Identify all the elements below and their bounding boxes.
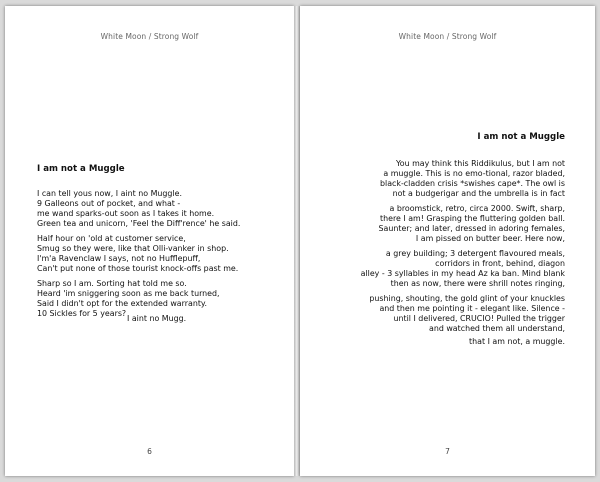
verse-line: not a budgerigar and the umbrella is in fact — [392, 189, 565, 198]
stanza — [369, 294, 565, 334]
running-head: White Moon / Strong Wolf — [398, 32, 497, 41]
stanza — [380, 159, 565, 199]
verse-line: and then me pointing it - elegant like. Silence - — [379, 304, 565, 313]
verse-line: 10 Sickles for 5 years? — [37, 309, 127, 318]
verse-line: I'm'a Ravenclaw I says, not no Hufflepuff, — [37, 254, 201, 263]
verse-line: a broomstick, retro, circa 2000. Swift, sharp, — [389, 204, 565, 213]
page-number: 7 — [445, 447, 450, 456]
verse-line: Heard 'im sniggering soon as me back turned, — [37, 289, 220, 298]
poem-title: I am not a Muggle — [477, 132, 565, 142]
verse-line: You may think this Riddikulus, but I am not — [395, 159, 565, 168]
verse-line: Smug so they were, like that Olli-vanker in shop. — [37, 244, 229, 253]
verse-line: a grey building; 3 detergent flavoured meals, — [385, 249, 565, 258]
stanza — [361, 249, 565, 289]
verse-line: and watched them all understand, — [429, 324, 565, 333]
verse-line: corridors in front, behind, diagon — [435, 259, 565, 268]
verse-line: then as now, there were shrill notes ringing, — [390, 279, 565, 288]
verse-line: alley - 3 syllables in my head Az ka ban. Mind blank — [360, 269, 565, 278]
stanza — [37, 234, 238, 274]
verse-line: me wand sparks-out soon as I takes it home. — [37, 209, 215, 218]
verse-line: 9 Galleons out of pocket, and what - — [37, 199, 181, 208]
left-page — [5, 6, 294, 476]
verse-line: Sharp so I am. Sorting hat told me so. — [37, 279, 187, 288]
verse-line: Half hour on 'old at customer service, — [37, 234, 186, 243]
verse-line: Green tea and unicorn, 'Feel the Diff'rence' he said. — [37, 219, 241, 228]
verse-line: Said I didn't opt for the extended warranty. — [37, 299, 207, 308]
right-page — [300, 6, 595, 476]
poem-title: I am not a Muggle — [37, 164, 125, 174]
verse-line: there I am! Grasping the fluttering golden ball. — [380, 214, 565, 223]
verse-line: I can tell yous now, I aint no Muggle. — [37, 189, 182, 198]
verse-line: that I am not, a muggle. — [469, 337, 565, 346]
poem-signoff: I aint no Mugg. — [127, 314, 187, 323]
verse-line: Can't put none of those tourist knock-offs past me. — [37, 264, 239, 273]
verse-line: I am pissed on butter beer. Here now, — [415, 234, 565, 243]
verse-line: black-cladden crisis *swishes cape*. The owl is — [380, 179, 565, 188]
stanza — [469, 337, 565, 347]
stanza — [37, 279, 220, 319]
verse-line: Saunter; and later, dressed in adoring females, — [378, 224, 565, 233]
stanza — [379, 204, 565, 244]
page-number: 6 — [147, 447, 152, 456]
verse-line: a muggle. This is no emo-tional, razor bladed, — [383, 169, 565, 178]
verse-line: until I delivered, CRUCIO! Pulled the trigger — [393, 314, 565, 323]
stanza — [37, 189, 240, 229]
running-head: White Moon / Strong Wolf — [100, 32, 199, 41]
verse-line: pushing, shouting, the gold glint of your knuckles — [369, 294, 565, 303]
